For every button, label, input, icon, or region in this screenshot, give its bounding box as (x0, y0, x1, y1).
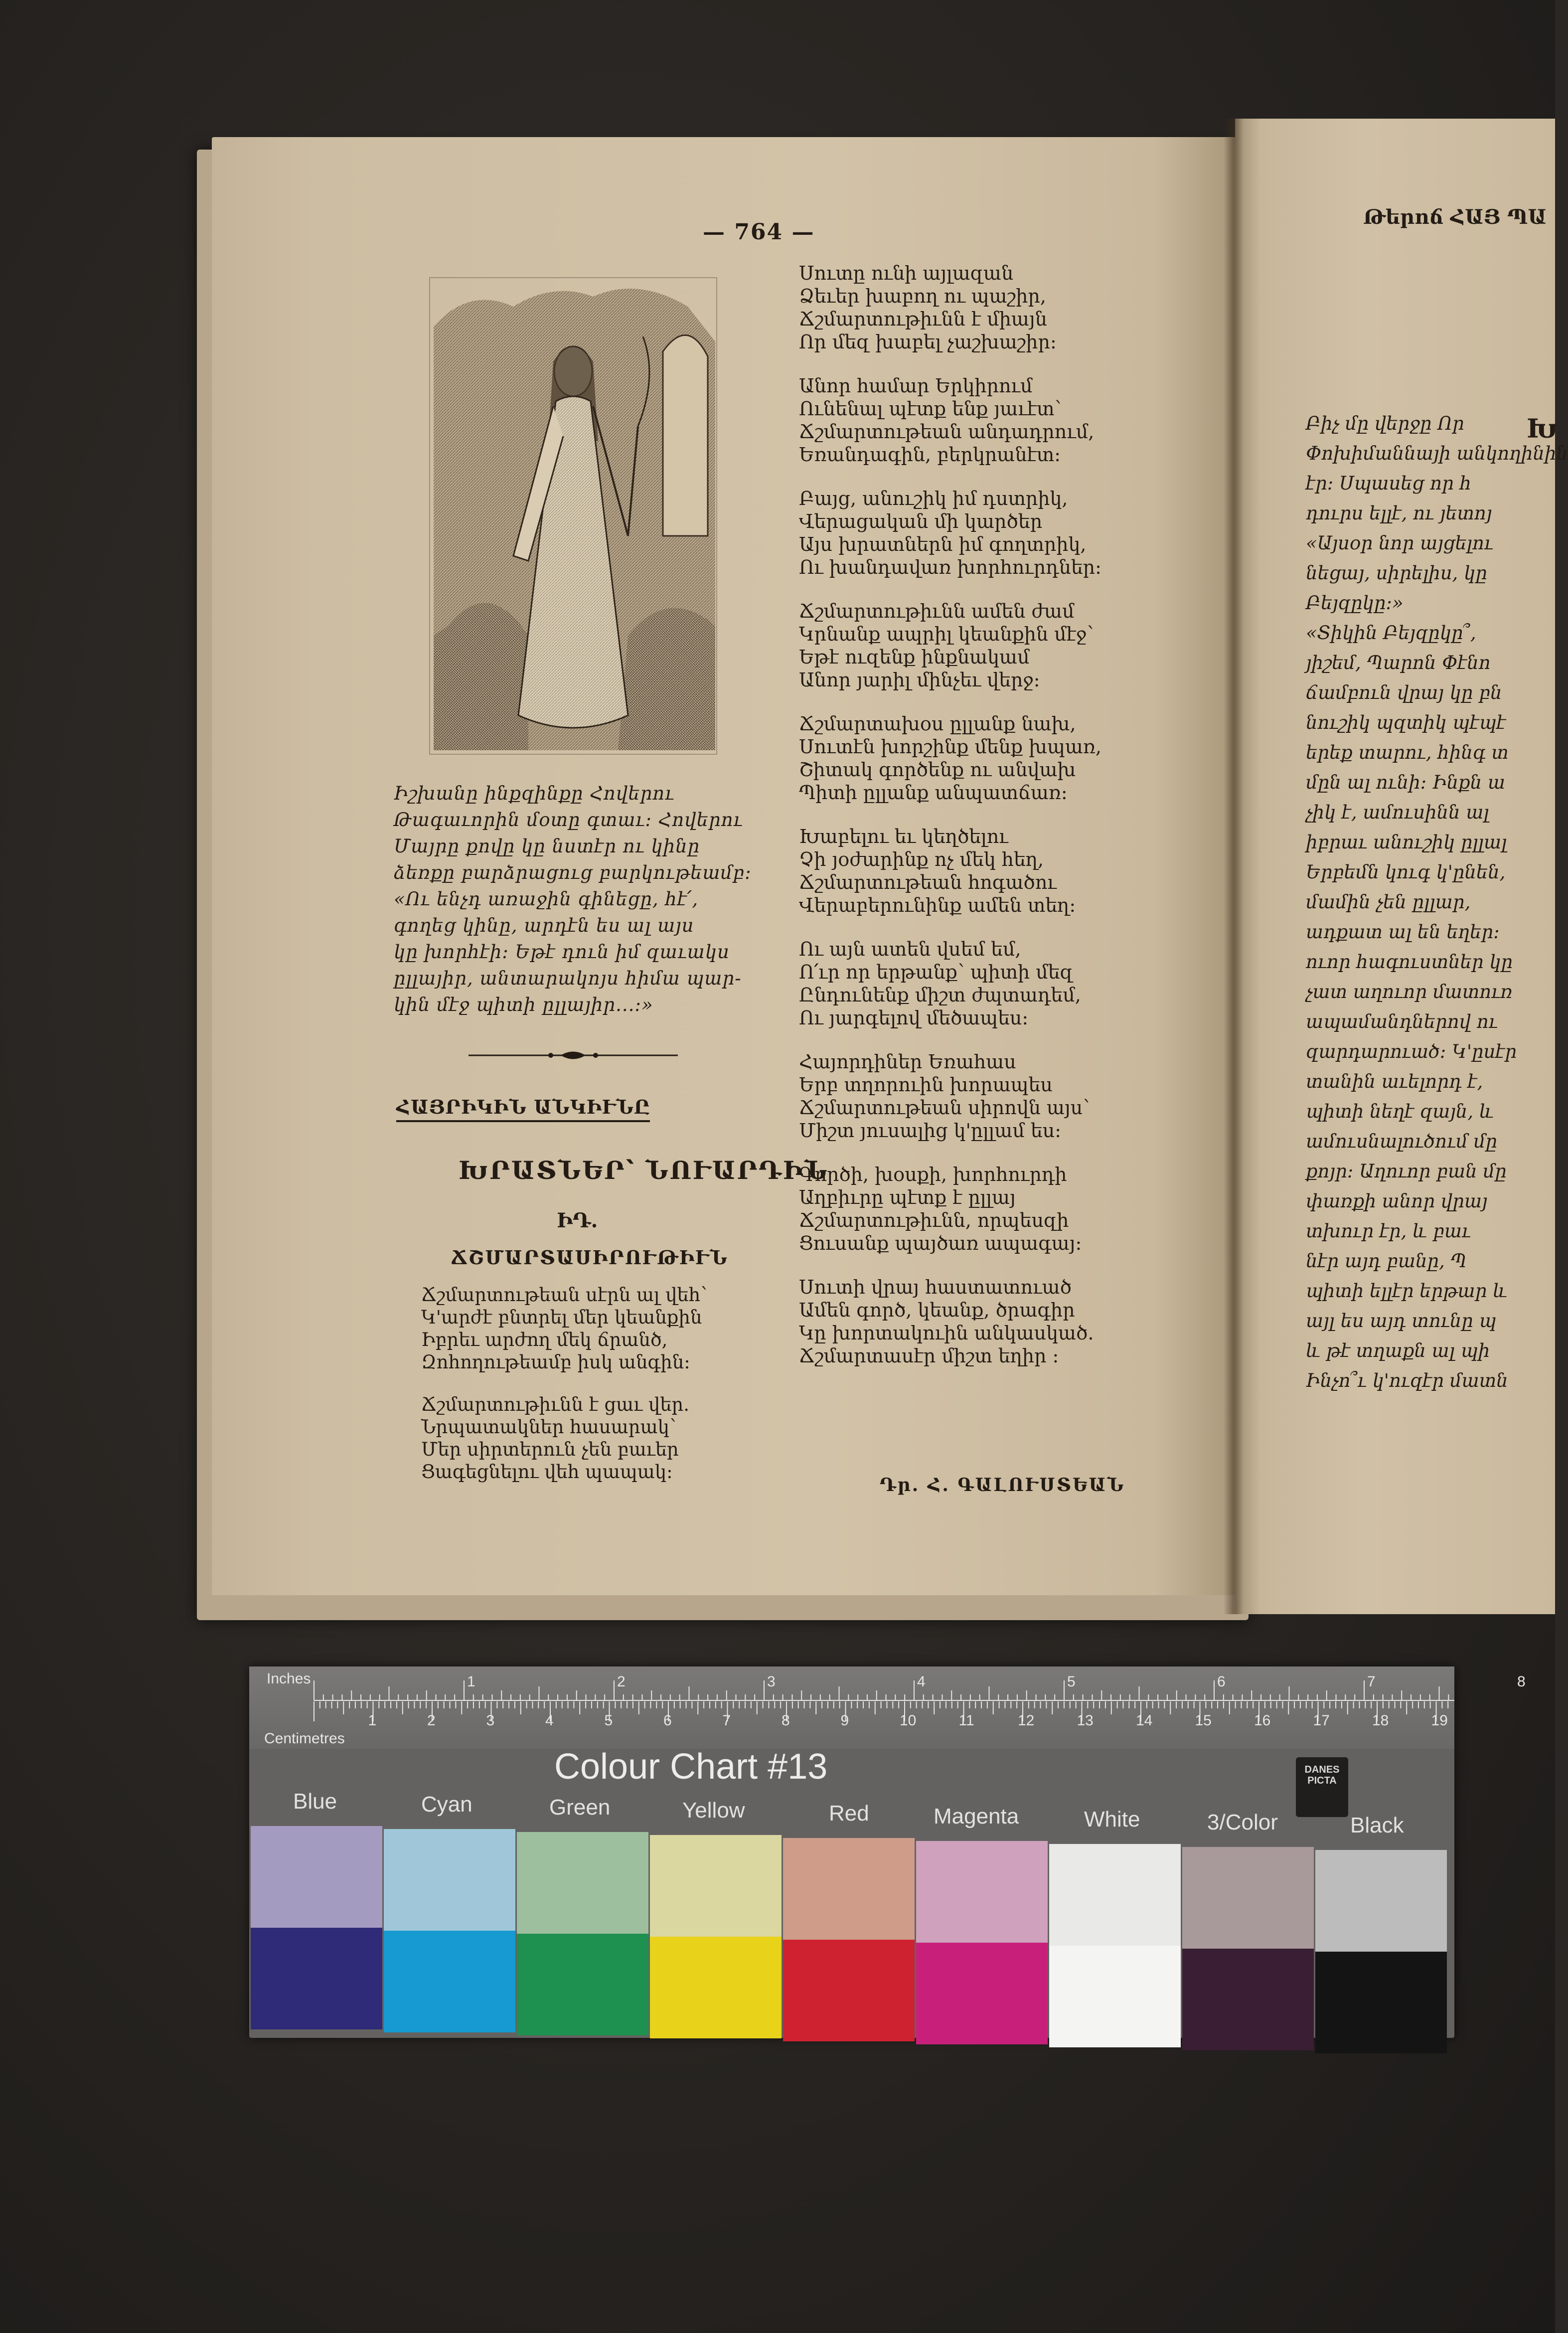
inches-label: Inches (267, 1670, 311, 1687)
verse-line: Ունենալ պէտք ենք յաւէտ՝ (799, 398, 1062, 420)
centimetre-number: 9 (840, 1712, 849, 1729)
chapter-title: ՃՇՄԱՐՏԱՍԻՐՈՒԹԻՒՆ (451, 1246, 728, 1269)
ruler (249, 1666, 1526, 1749)
centimetre-number: 1 (368, 1712, 377, 1729)
centimetre-number: 16 (1254, 1712, 1271, 1729)
verse-line: Կ'արժէ բնտրել մեր կեանքին (421, 1307, 702, 1328)
swatch-dark (251, 1928, 382, 2029)
text-line: իբրաւ անուշիկ ըլլալ (1306, 832, 1507, 853)
verse-line: Աղբիւրը պէտք է ըլլայ (799, 1186, 1016, 1208)
verse-line: Հայորդիներ Եռահաս (799, 1051, 1016, 1073)
caption-line: կին մէջ պիտի ըլլայիր...։» (394, 994, 653, 1015)
story-title: ԽՐԱՏՆԵՐ՝ ՆՈՒԱՐԴԻՆ (459, 1156, 829, 1185)
verse-line: Պիտի ըլլանք անպատճառ: (799, 782, 1068, 804)
verse-line: Վերաբերունինք ամեն տեղ: (799, 894, 1076, 916)
centimetre-number: 3 (486, 1712, 495, 1729)
centimetre-number: 14 (1136, 1712, 1153, 1729)
swatch-dark (1049, 1946, 1181, 2047)
verse-line: Բայց, անուշիկ իմ դստրիկ, (799, 488, 1068, 509)
verse-line: Եռանդագին, բերկրանէտ: (799, 444, 1061, 466)
swatch-dark (650, 1937, 782, 2038)
centimetre-number: 10 (900, 1712, 917, 1729)
inch-number: 1 (467, 1673, 475, 1690)
page-number: — 764 — (703, 219, 815, 245)
text-line: ապամանդներով ու (1306, 1011, 1498, 1032)
verse-line: Եթէ ուզենք ինքնակամ (799, 646, 1030, 668)
swatch-label: 3/Color (1207, 1810, 1278, 1834)
verse-line: Ձեւեր խաբող ու պաշիր, (799, 285, 1046, 307)
right-page-text (1306, 409, 1568, 1505)
section-heading: ՀԱՅՐԻԿԻՆ ԱՆԿԻՒՆԸ (396, 1096, 650, 1122)
text-line: նուշիկ պզտիկ պէպէ (1306, 712, 1506, 733)
swatch-label: Black (1350, 1813, 1404, 1837)
text-line: պիտի ելլէր երթար և (1306, 1280, 1508, 1302)
verse-line: Ո՛ւր որ երթանք՝ պիտի մեզ (799, 961, 1073, 983)
text-line: ամուսնալուծում մը (1306, 1131, 1498, 1152)
verse-line: Կրնանք ապրիլ կեանքին մէջ՝ (799, 623, 1094, 645)
text-line: «Այսօր նոր այցելու (1306, 532, 1493, 554)
text-line: մամին չեն ըլլար, (1306, 891, 1471, 913)
danes-picta-logo: DANES PICTA (1296, 1757, 1348, 1817)
swatch-light (1049, 1844, 1181, 1946)
text-line: այլ ես այդ տունը պ (1306, 1310, 1497, 1332)
text-line: Բեյզըկը։» (1306, 592, 1404, 614)
swatch-light (1182, 1847, 1314, 1949)
text-line: երեք տարու, հինգ տ (1306, 742, 1509, 763)
book-gutter (1224, 119, 1244, 1614)
text-line: Բիչ մը վերջը Որ (1306, 413, 1464, 434)
centimetre-number: 6 (663, 1712, 672, 1729)
text-line: էր։ Սպասեց որ հ (1306, 473, 1472, 494)
verse-line: Այս խրատներն իմ գողտրիկ, (799, 533, 1087, 555)
swatch-light (251, 1826, 382, 1928)
stanza (799, 938, 1158, 1029)
verse-line: Շիտակ գործենք ու անվախ (799, 759, 1076, 781)
text-line: դուրս ելլէ, ու յետոյ (1306, 502, 1492, 524)
verse-line: Ճշմարտութիւնն է ցաւ վեր. (421, 1394, 690, 1415)
swatch-label: White (1084, 1807, 1140, 1832)
stanza (799, 600, 1158, 691)
swatch-label: Yellow (682, 1798, 745, 1823)
right-page-heading-fragment: Խ (1527, 414, 1558, 444)
chapter-number: ԻԴ. (557, 1209, 598, 1232)
swatch-dark (1182, 1949, 1314, 2050)
centimetre-number: 2 (427, 1712, 436, 1729)
swatch-light (783, 1838, 915, 1940)
text-line: չիկ է, ամուսինն ալ (1306, 802, 1489, 823)
middle-poem-verses (799, 262, 1158, 1388)
inch-number: 5 (1067, 1673, 1076, 1690)
verse-line: Ճշմարտախօս ըլլանք նախ, (799, 713, 1076, 735)
stanza (421, 1393, 740, 1483)
text-line: մըն ալ ունի։ Ինքն ա (1306, 772, 1506, 793)
text-line: Փոխիմաննայի անկողինին (1306, 443, 1568, 464)
verse-line: Ամեն գործ, կեանք, ծրագիր (799, 1299, 1075, 1321)
text-line: ուոր հագուստներ կը (1306, 951, 1513, 973)
verse-line: Ճշմարտութեան անդադրում, (799, 421, 1095, 443)
verse-line: Սուտէն խորշինք մենք խպառ, (799, 736, 1101, 758)
verse-line: Սուտի վրայ հաստատուած (799, 1276, 1072, 1298)
swatch-label: Blue (293, 1789, 337, 1814)
verse-line: Չի յօժարինք ոչ մեկ հեղ, (799, 848, 1044, 870)
centimetre-number: 13 (1077, 1712, 1094, 1729)
swatch-light (384, 1829, 515, 1931)
inch-number: 6 (1217, 1673, 1226, 1690)
colour-chart-title: Colour Chart #13 (554, 1747, 828, 1787)
centimetre-number: 19 (1431, 1712, 1448, 1729)
verse-line: Որ մեզ խաբել չաշխաշիր: (799, 331, 1057, 353)
stanza (799, 262, 1158, 353)
swatch-dark (916, 1943, 1048, 2044)
author-signature: Դր. Հ. ԳԱԼՈՒՍՏԵԱՆ (880, 1475, 1125, 1496)
verse-line: Գործի, խօսքի, խորհուրդի (799, 1164, 1067, 1185)
engraving-illustration (429, 277, 718, 755)
centimetres-label: Centimetres (264, 1730, 345, 1747)
swatch-light (916, 1841, 1048, 1943)
left-poem-verses (421, 1284, 740, 1503)
verse-line: Սուտը ունի այլազան (799, 262, 1014, 284)
centimetre-number: 4 (545, 1712, 554, 1729)
swatch-label: Cyan (421, 1792, 472, 1817)
caption-line: Իշխանը ինքզինքը Հովերու (394, 783, 675, 804)
inch-number: 4 (917, 1673, 926, 1690)
verse-line: Ընդունենք միշտ ժպտադեմ, (799, 984, 1081, 1006)
verse-line: Ճշմարտութեան հոգածու (799, 871, 1057, 893)
verse-line: Ճշմարտութեան սիրովն այս՝ (799, 1097, 1090, 1119)
text-line: նեցայ, սիրելիս, կը (1306, 562, 1487, 584)
verse-line: Ու յարգելով մեծապես: (799, 1007, 1029, 1029)
centimetre-number: 5 (604, 1712, 613, 1729)
text-line: պիտի նեղէ զայն, և (1306, 1101, 1494, 1122)
caption-line: ձեռքը բարձրացուց բարկութեամբ։ (394, 862, 752, 883)
caption-line: ըլլայիր, անտարակոյս հիմա պար- (394, 968, 742, 989)
right-running-head: Թերոճ ՀԱՅ ՊԱ (1363, 205, 1547, 229)
ruler-ticks (249, 1666, 1454, 1749)
verse-line: Ցուսանք պայծառ ապագայ: (799, 1232, 1082, 1254)
verse-line: Ու խանդավառ խորհուրդներ: (799, 556, 1101, 578)
illustration-caption (394, 780, 753, 1018)
stanza (799, 825, 1158, 917)
caption-line: գողեց կինը, արդէն ես ալ այս (394, 915, 694, 936)
verse-line: Միշտ յուսալից կ'ըլլամ ես: (799, 1120, 1062, 1142)
text-line: նէր այդ բանը, Պ (1306, 1250, 1467, 1272)
verse-line: Ճշմարտութիւնն, որպեսզի (799, 1209, 1069, 1231)
text-line: փառքի անոր վրայ (1306, 1190, 1488, 1212)
verse-line: Զոհողութեամբ իսկ անգին: (421, 1351, 690, 1373)
inch-number: 3 (767, 1673, 776, 1690)
text-line: տխուր էր, և բաւ (1306, 1220, 1471, 1242)
caption-line: Մայրը քովը կը նստէր ու կինը (394, 835, 700, 857)
centimetre-number: 11 (958, 1712, 974, 1729)
text-line: Ինչո՞ւ կ'ուզէր մատն (1306, 1370, 1508, 1391)
centimetre-number: 12 (1018, 1712, 1035, 1729)
text-line: չատ աղուոր մատուռ (1306, 981, 1513, 1002)
inch-number: 2 (617, 1673, 626, 1690)
stanza (799, 712, 1158, 804)
inch-number: 8 (1517, 1673, 1526, 1690)
text-line: Երբեմն կուգ կ'ընեն, (1306, 861, 1506, 883)
centimetre-number: 18 (1372, 1712, 1389, 1729)
centimetre-number: 8 (782, 1712, 790, 1729)
text-line: յիշեմ, Պարոն Փէնո (1306, 652, 1491, 673)
swatch-light (517, 1832, 648, 1934)
verse-line: Նրպատակներ հասարակ՝ (421, 1416, 676, 1438)
text-line: ճամբուն վրայ կը բն (1306, 682, 1502, 703)
caption-line: «Ու ենչդ առաջին գինեցը, հէ՛, (394, 888, 699, 910)
swatch-dark (384, 1931, 515, 2032)
text-line: զարդարուած։ Կ'ըսէր (1306, 1041, 1517, 1062)
caption-line: Թագաւորին մօտը գտաւ։ Հովերու (394, 809, 743, 831)
swatch-dark (517, 1934, 648, 2035)
inch-number: 7 (1367, 1673, 1376, 1690)
text-line: «Տիկին Բեյզըկը՞, (1306, 622, 1476, 644)
verse-line: Իբրեւ արժող մեկ ճրանծ, (421, 1329, 668, 1350)
verse-line: Վերացական մի կարծեր (799, 510, 1043, 532)
text-line: և թէ տղաքն ալ պի (1306, 1340, 1490, 1361)
verse-line: Խաբելու եւ կեղծելու (799, 826, 1008, 847)
verse-line: Կը խորտակուին անկասկած. (799, 1322, 1094, 1344)
text-line: քոյր։ Աղուոր բան մը (1306, 1161, 1507, 1182)
centimetre-number: 17 (1313, 1712, 1330, 1729)
centimetre-number: 15 (1195, 1712, 1212, 1729)
text-line: ադքատ ալ են եղեր։ (1306, 921, 1500, 943)
stanza (799, 1163, 1158, 1255)
ornament-divider (469, 1048, 678, 1063)
text-line: տանին աւելորդ է, (1306, 1071, 1483, 1092)
colour-chart (249, 1666, 1526, 2038)
swatch-label: Green (549, 1795, 611, 1820)
stanza (421, 1284, 740, 1373)
stanza (799, 374, 1158, 466)
stanza (799, 1276, 1158, 1367)
verse-line: Ճշմարտասէր միշտ եղիր : (799, 1345, 1059, 1367)
swatch-label: Magenta (934, 1804, 1019, 1829)
caption-line: կը խորհէի։ Եթէ դուն իմ զաւակս (394, 941, 730, 963)
stanza (799, 487, 1158, 579)
centimetre-number: 7 (722, 1712, 731, 1729)
swatch-label: Red (829, 1801, 869, 1826)
verse-line: Ճշմարտութեան սէրն ալ վեհ՝ (421, 1284, 707, 1306)
verse-line: Անոր համար Երկիրում (799, 375, 1033, 397)
swatch-light (1315, 1850, 1447, 1952)
verse-line: Ու այն ատեն վսեմ եմ, (799, 938, 1021, 960)
verse-line: Ցագեցնելու վեհ պապակ: (421, 1461, 673, 1483)
verse-line: Մեր սիրտերուն չեն բաւեր (421, 1439, 679, 1460)
swatch-light (650, 1835, 782, 1937)
swatch-dark (1315, 1952, 1447, 2053)
verse-line: Անոր յարիլ մինչեւ վերջ: (799, 669, 1040, 691)
verse-line: Երբ տղորուին խորապես (799, 1074, 1053, 1096)
swatch-dark (783, 1940, 915, 2041)
verse-line: Ճշմարտութիւնն է միայն (799, 308, 1047, 330)
stanza (799, 1050, 1158, 1142)
verse-line: Ճշմարտութիւնն ամեն ժամ (799, 600, 1075, 622)
